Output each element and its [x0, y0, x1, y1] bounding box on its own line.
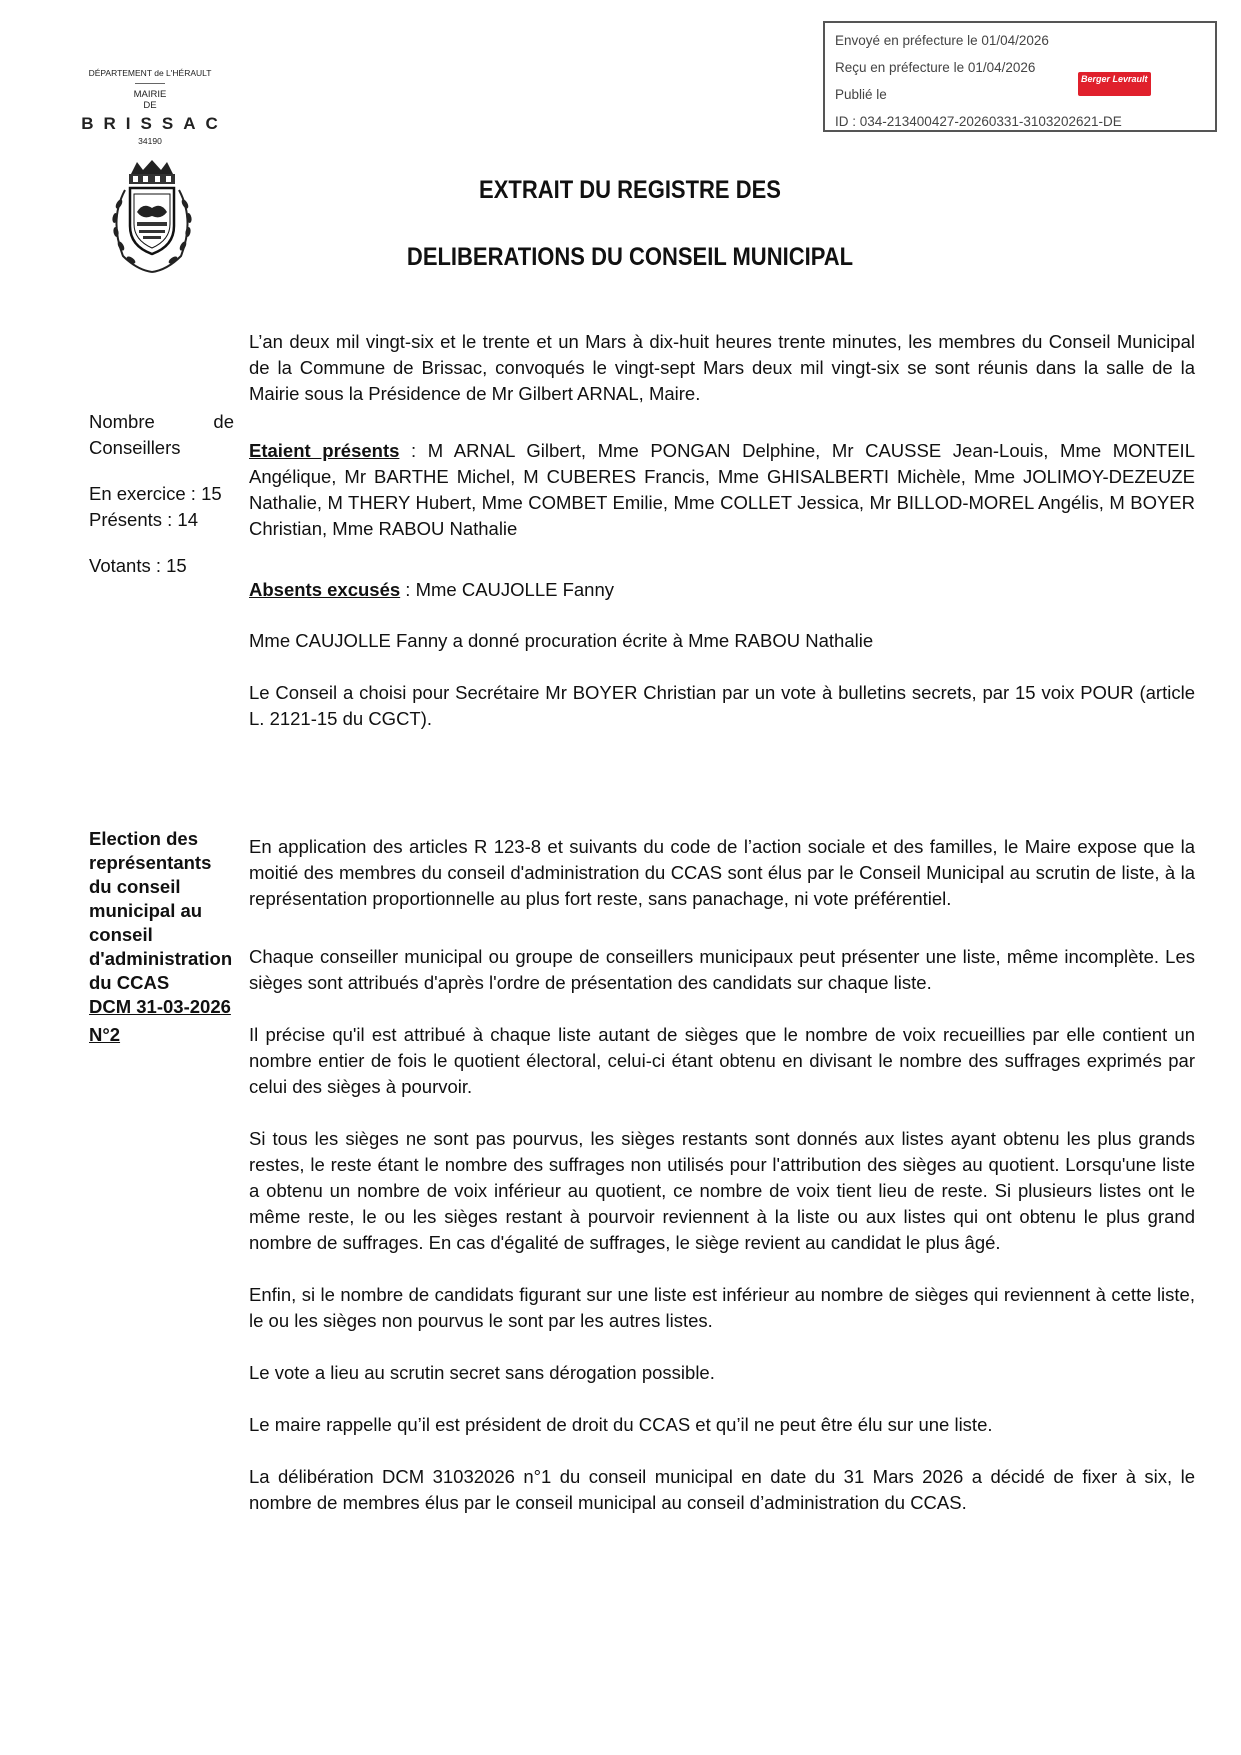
subject-line: Election des [89, 828, 198, 849]
body-paragraph-2: Chaque conseiller municipal ou groupe de conseillers municipaux peut présenter une liste, même incomplète. Les sièges sont attribués d'après l'ordre de présentation des candidats sur chaque liste. [249, 946, 1195, 993]
prefecture-stamp [823, 21, 1217, 132]
present-paragraph [249, 438, 1195, 542]
subject-line: d'administration [89, 948, 233, 969]
subject-line: représentants [89, 852, 212, 873]
intro-paragraph: L’an deux mil vingt-six et le trente et un Mars à dix-huit heures trente minutes, les membres du Conseil Municipal de la Commune de Brissac, convoqués le vingt-sept Mars deux mil vingt-six se sont réunis dans la salle de la Mairie sous la Présidence de Mr Gilbert ARNAL, Maire. [249, 331, 1195, 404]
postcode: 34190 [138, 136, 162, 146]
mairie-label: MAIRIE [133, 89, 167, 100]
body-paragraph-3: Il précise qu'il est attribué à chaque liste autant de sièges que le nombre de voix recueillies par elle contient un nombre entier de fois le quotient électoral, celui-ci étant obtenu en divisant le nombre des suffrages exprimés par celui des sièges à pourvoir. [249, 1024, 1195, 1097]
stamp-sent: Envoyé en préfecture le 01/04/2026 [835, 33, 1049, 48]
subject-line: municipal au [89, 900, 203, 921]
document-title-line-2: DELIBERATIONS DU CONSEIL MUNICIPAL [406, 243, 854, 271]
votants-count: Votants : 15 [89, 555, 187, 576]
absent-list: : Mme CAUJOLLE Fanny [400, 579, 615, 600]
berger-levrault-logo: Berger Levrault [1078, 72, 1151, 96]
absent-label: Absents excusés [249, 579, 401, 600]
procuration-paragraph: Mme CAUJOLLE Fanny a donné procuration écrite à Mme RABOU Nathalie [249, 630, 874, 651]
body-paragraph-7: Le maire rappelle qu’il est président de droit du CCAS et qu’il ne peut être élu sur une liste. [249, 1414, 993, 1435]
present-list: : M ARNAL Gilbert, Mme PONGAN Delphine, Mr CAUSSE Jean-Louis, Mme MONTEIL Angélique, Mr BARTHE Michel, M CUBERES Francis, Mme GHISALBERTI Michèle, Mme JOLIMOY-DEZEUZE Nathalie, M THERY Hubert, Mme COMBET Emilie, Mme COLLET Jessica, Mr BILLOD-MOREL Angélis, M BOYER Christian, Mme RABOU Nathalie [249, 440, 1195, 539]
town-name: BRISSAC [81, 114, 228, 133]
deliberation-subject [89, 827, 239, 1047]
body-paragraph-8: La délibération DCM 31032026 n°1 du conseil municipal en date du 31 Mars 2026 a décidé de fixer à six, le nombre de membres élus par le conseil municipal au conseil d’administration du CCAS. [249, 1466, 1195, 1513]
subject-line: du conseil [89, 876, 181, 897]
presents-count: Présents : 14 [89, 509, 199, 530]
subject-line: du CCAS [89, 972, 170, 993]
mairie-header [70, 68, 230, 146]
body-paragraph-4: Si tous les sièges ne sont pas pourvus, les sièges restants sont donnés aux listes ayant obtenu les plus grands restes, le reste étant le nombre des suffrages non utilisés pour l'attribution des sièges au quotient. Lorsqu'une liste a obtenu un nombre de voix inférieur au quotient, ce nombre de voix tient lieu de reste. Si plusieurs listes ont le même reste, le ou les sièges restant à pourvoir reviennent à la liste ou aux listes qui ont obtenu le plus grand nombre de suffrages. En cas d'égalité de suffrages, le siège revient au candidat le plus âgé. [249, 1128, 1195, 1253]
de-label: de [213, 411, 234, 432]
deliberation-number: N°2 [89, 1024, 121, 1045]
stamp-received: Reçu en préfecture le 01/04/2026 [835, 60, 1036, 75]
stamp-published: Publié le [835, 87, 887, 102]
present-label: Etaient présents [249, 440, 400, 461]
coat-of-arms-icon [103, 160, 201, 278]
body-paragraph-1: En application des articles R 123-8 et suivants du code de l’action sociale et des familles, le Maire expose que la moitié des membres du conseil d'administration du CCAS sont élus par le Conseil Municipal au scrutin de liste, à la représentation proportionnelle au plus fort reste, sans panachage, ni vote préférentiel. [249, 836, 1195, 909]
stamp-id: ID : 034-213400427-20260331-3103202621-DE [835, 114, 1122, 129]
subject-line: conseil [89, 924, 153, 945]
header-divider [135, 83, 165, 84]
dcm-reference: DCM 31-03-2026 [89, 996, 231, 1017]
document-title-line-1: EXTRAIT DU REGISTRE DES [479, 176, 781, 204]
nombre-label: Nombre [89, 411, 155, 432]
mairie-de-label: DE [143, 100, 157, 111]
department-label: DÉPARTEMENT de L'HÉRAULT [88, 68, 212, 78]
en-exercice-count: En exercice : 15 [89, 483, 222, 504]
conseillers-label: Conseillers [89, 437, 181, 458]
body-paragraph-6: Le vote a lieu au scrutin secret sans dérogation possible. [249, 1362, 715, 1383]
council-count-block [89, 409, 234, 579]
secretaire-paragraph: Le Conseil a choisi pour Secrétaire Mr BOYER Christian par un vote à bulletins secrets, par 15 voix POUR (article L. 2121-15 du CGCT). [249, 682, 1195, 729]
nombre-row [89, 409, 234, 435]
absent-paragraph [249, 577, 1195, 603]
body-paragraph-5: Enfin, si le nombre de candidats figurant sur une liste est inférieur au nombre de sièges qui reviennent à cette liste, le ou les sièges non pourvus le sont par les autres listes. [249, 1284, 1195, 1331]
